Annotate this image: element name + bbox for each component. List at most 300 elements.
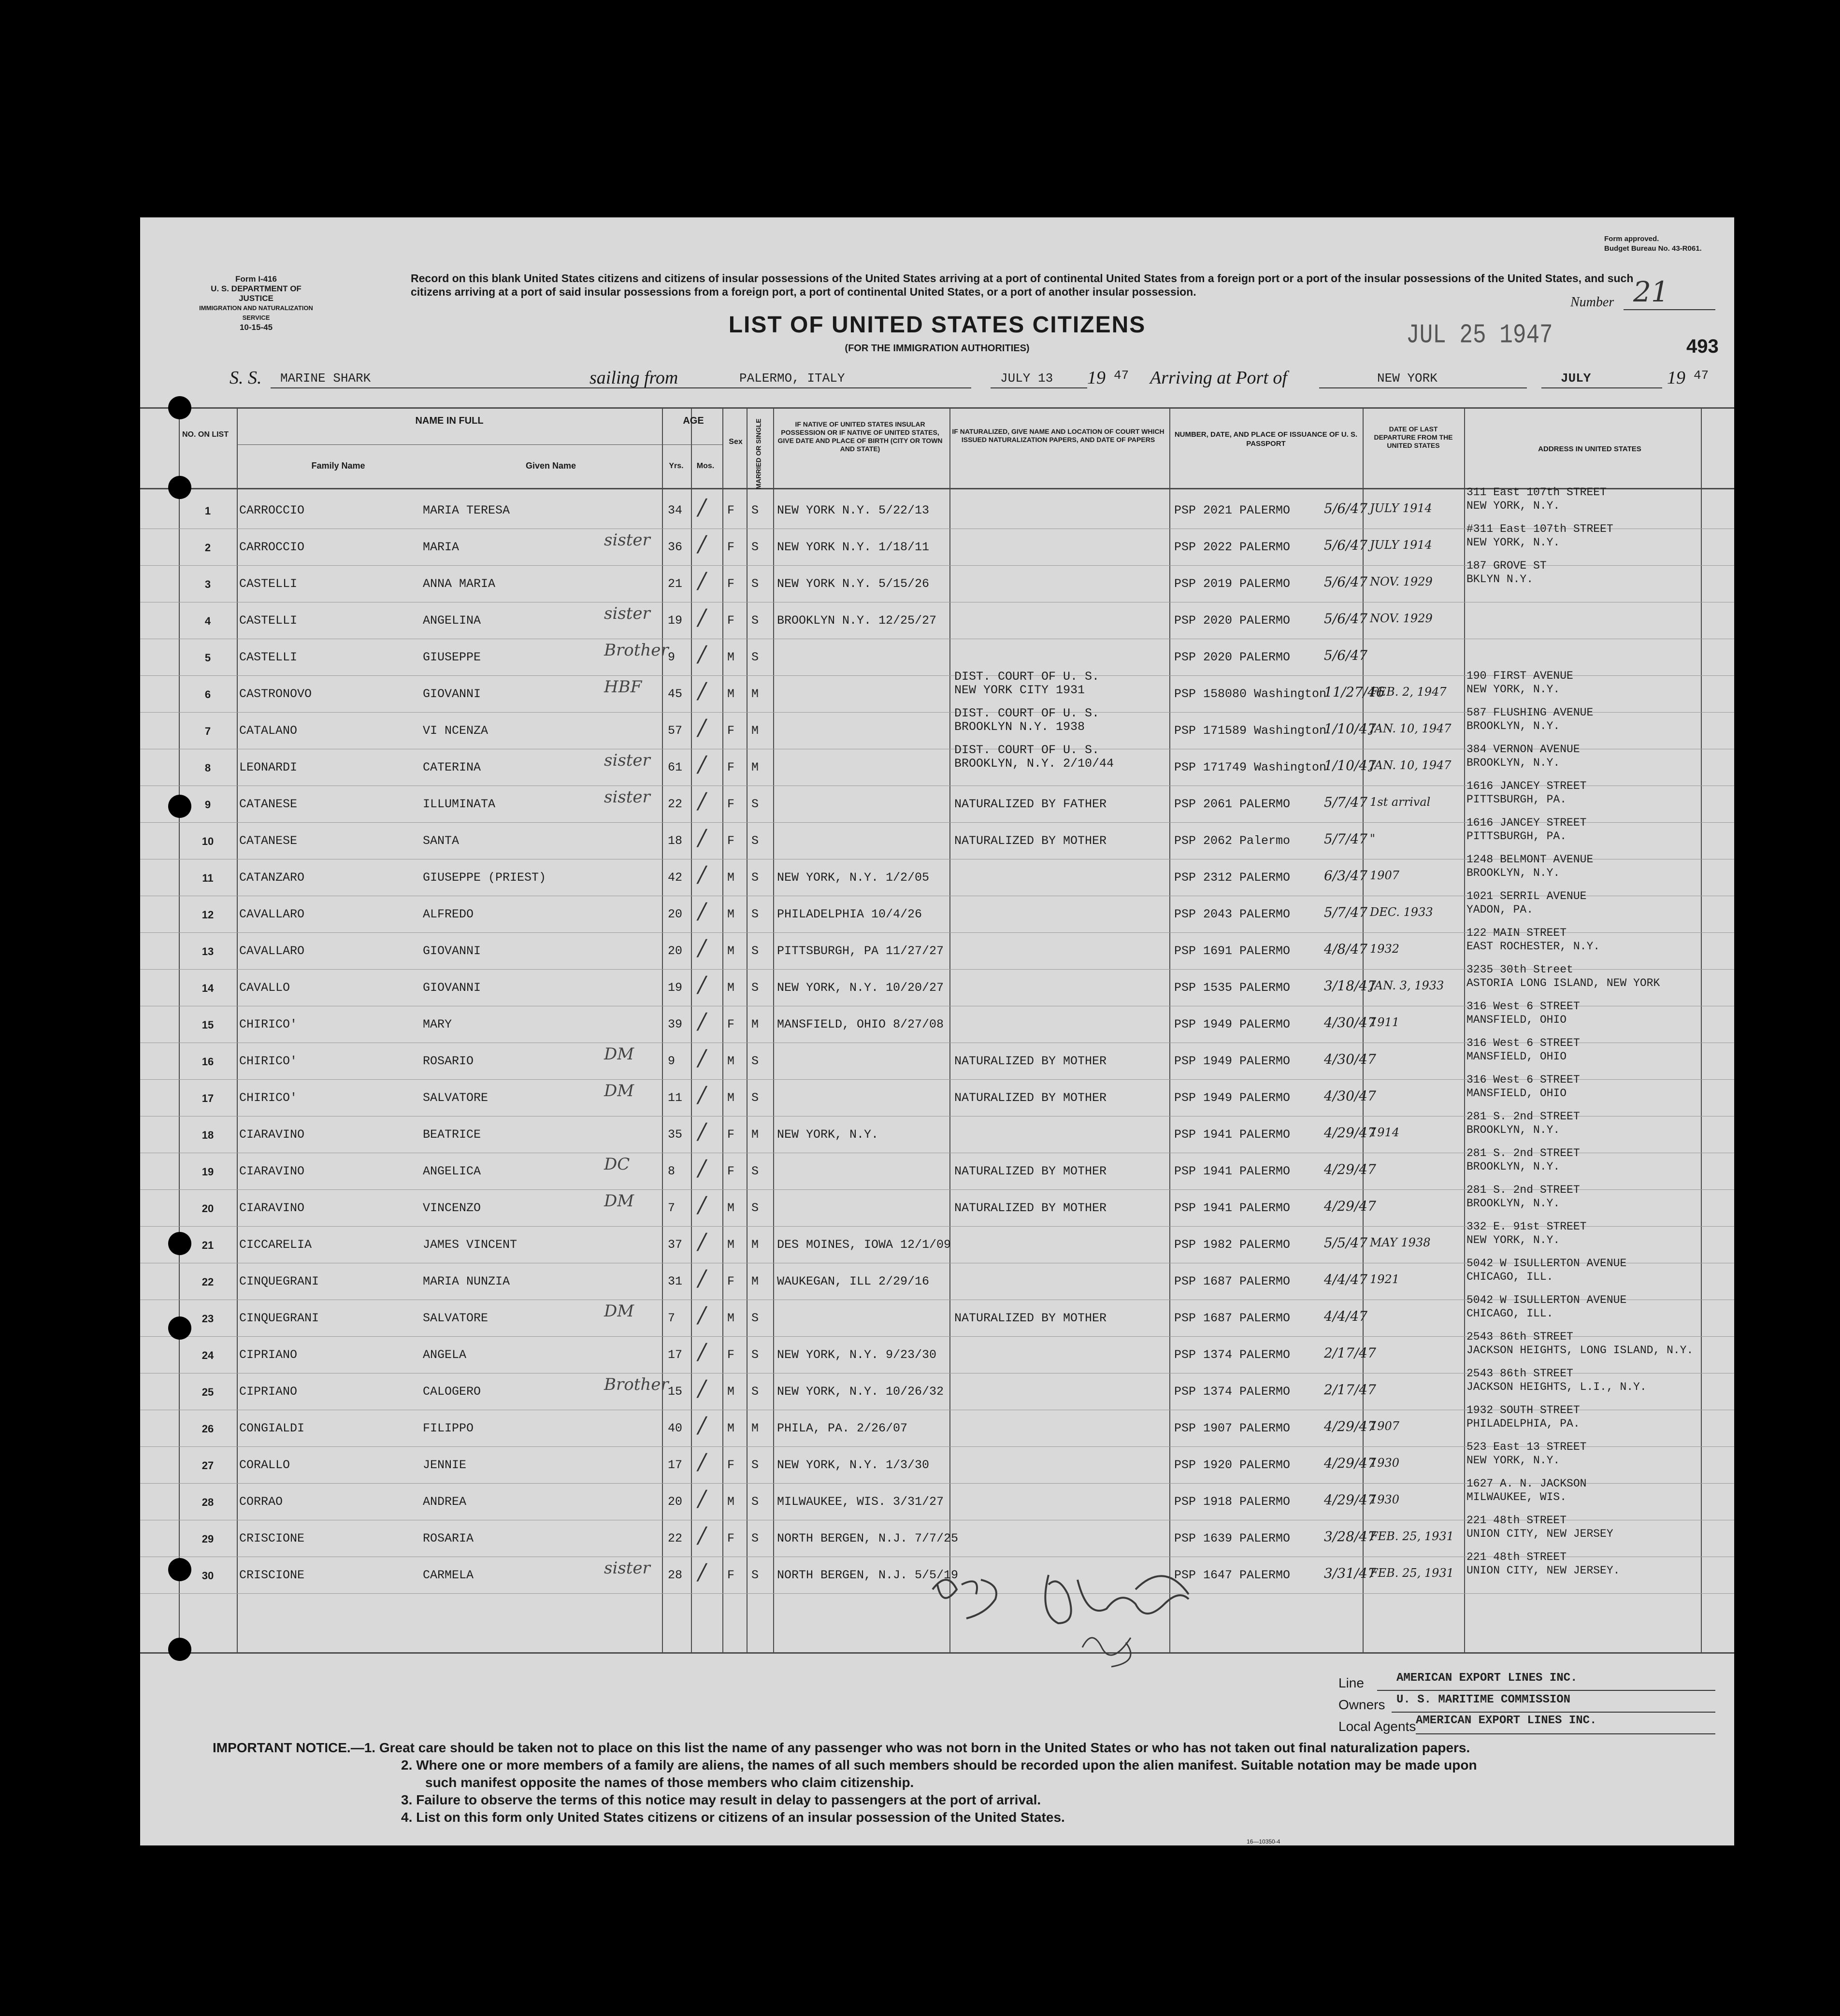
- family-name: CATANESE: [239, 834, 298, 848]
- passport-number: PSP 2021 PALERMO: [1174, 503, 1291, 517]
- sex: F: [727, 760, 735, 774]
- number-value: 21: [1633, 275, 1669, 308]
- row-number: 25: [201, 1386, 214, 1398]
- grid-column-line: [237, 408, 238, 1652]
- age-check-mark: /: [698, 1485, 706, 1511]
- address-line-2: UNION CITY, NEW JERSEY: [1466, 1528, 1613, 1540]
- passport-date: 3/31/47: [1324, 1565, 1376, 1581]
- marital-status: S: [751, 1385, 759, 1399]
- passport-date: 4/4/47: [1324, 1308, 1368, 1324]
- passport-date: 5/6/47: [1324, 574, 1368, 590]
- family-name: CARROCCIO: [239, 503, 305, 517]
- given-name: MARY: [423, 1017, 452, 1031]
- age-years: 19: [668, 614, 683, 628]
- page-number: 493: [1686, 336, 1719, 357]
- passport-number: PSP 2019 PALERMO: [1174, 577, 1291, 591]
- given-name: VI NCENZA: [423, 724, 489, 738]
- age-years: 35: [668, 1128, 683, 1142]
- passport-number: PSP 1374 PALERMO: [1174, 1348, 1291, 1362]
- marital-status: S: [751, 1054, 759, 1068]
- handwritten-note: Brother: [604, 641, 669, 660]
- row-number: 24: [201, 1349, 214, 1361]
- age-years: 20: [668, 907, 683, 921]
- page-title: LIST OF UNITED STATES CITIZENS: [728, 312, 1146, 338]
- passport-number: PSP 1647 PALERMO: [1174, 1568, 1291, 1582]
- passport-number: PSP 2022 PALERMO: [1174, 540, 1291, 554]
- naturalization-info: NATURALIZED BY MOTHER: [954, 1164, 1107, 1178]
- age-years: 22: [668, 1531, 683, 1545]
- address-line-2: MANSFIELD, OHIO: [1466, 1014, 1567, 1026]
- family-name: CHIRICO': [239, 1017, 298, 1031]
- sex: M: [727, 1238, 735, 1252]
- arrival-port: NEW YORK: [1377, 371, 1438, 386]
- marital-status: S: [751, 797, 759, 811]
- passport-date: 5/6/47: [1324, 611, 1368, 627]
- family-name: CASTELLI: [239, 614, 298, 628]
- sex: M: [727, 687, 735, 701]
- marital-status: S: [751, 871, 759, 885]
- naturalization-info: BROOKLYN N.Y. 1938: [954, 720, 1085, 734]
- address-line-1: 316 West 6 STREET: [1466, 1073, 1580, 1086]
- form-date: 10-15-45: [239, 323, 273, 332]
- address-line-2: BROOKLYN, N.Y.: [1466, 720, 1560, 732]
- birth-info: NORTH BERGEN, N.J. 7/7/25: [777, 1531, 959, 1545]
- row-number: 27: [201, 1459, 214, 1472]
- last-departure: 1914: [1370, 1126, 1400, 1139]
- given-name: SALVATORE: [423, 1091, 489, 1105]
- passport-date: 4/30/47: [1324, 1088, 1376, 1104]
- hdr-naturalized: IF NATURALIZED, GIVE NAME AND LOCATION OF COURT WHICH ISSUED NATURALIZATION PAPERS, AND DATE OF PAPERS: [952, 428, 1164, 443]
- address-line-1: #311 East 107th STREET: [1466, 523, 1613, 535]
- age-years: 36: [668, 540, 683, 554]
- row-number: 29: [201, 1533, 214, 1545]
- age-check-mark: /: [698, 1301, 706, 1328]
- sex: F: [727, 834, 735, 848]
- sailing-label: sailing from: [589, 368, 678, 388]
- row-number: 17: [201, 1092, 214, 1104]
- age-years: 17: [668, 1348, 683, 1362]
- age-check-mark: /: [698, 1558, 706, 1585]
- passport-number: PSP 1535 PALERMO: [1174, 981, 1291, 995]
- address-line-1: 5042 W ISULLERTON AVENUE: [1466, 1294, 1627, 1306]
- family-name: CARROCCIO: [239, 540, 305, 554]
- approval-text: Form approved.: [1604, 235, 1659, 243]
- address-line-1: 221 48th STREET: [1466, 1551, 1567, 1563]
- address-line-1: 5042 W ISULLERTON AVENUE: [1466, 1257, 1627, 1270]
- address-line-2: MANSFIELD, OHIO: [1466, 1050, 1567, 1063]
- birth-info: MILWAUKEE, WIS. 3/31/27: [777, 1495, 944, 1509]
- sex: F: [727, 614, 735, 628]
- age-check-mark: /: [698, 530, 706, 557]
- given-name: SALVATORE: [423, 1311, 489, 1325]
- sailing-date: JULY 13: [1000, 371, 1053, 386]
- sex: F: [727, 503, 735, 517]
- passport-number: PSP 171749 Washington: [1174, 760, 1327, 774]
- grid-column-line: [773, 408, 774, 1652]
- age-check-mark: /: [698, 1522, 706, 1548]
- hdr-married: MARRIED OR SINGLE: [754, 418, 762, 489]
- passport-number: PSP 1941 PALERMO: [1174, 1128, 1291, 1142]
- address-line-2: BROOKLYN, N.Y.: [1466, 1197, 1560, 1210]
- notice-head: IMPORTANT NOTICE.—1.: [213, 1740, 376, 1755]
- naturalization-info: NATURALIZED BY MOTHER: [954, 1054, 1107, 1068]
- age-years: 9: [668, 1054, 676, 1068]
- passport-date: 6/3/47: [1324, 868, 1368, 884]
- address-line-1: 221 48th STREET: [1466, 1514, 1567, 1527]
- address-line-2: NEW YORK, N.Y.: [1466, 1234, 1560, 1246]
- family-name: CATANZARO: [239, 871, 305, 885]
- punch-hole: [168, 1232, 191, 1255]
- last-departure: 1st arrival: [1370, 795, 1431, 809]
- sex: M: [727, 871, 735, 885]
- arrival-month: JULY: [1561, 371, 1591, 386]
- notice-2a: 2. Where one or more members of a family are aliens, the names of all such members should be recorded upon the alien manifest. Suitable notation may be made upon: [401, 1758, 1477, 1773]
- row-number: 1: [204, 505, 211, 517]
- sex: M: [727, 1201, 735, 1215]
- sex: F: [727, 1274, 735, 1288]
- age-check-mark: /: [698, 1008, 706, 1034]
- row-number: 19: [201, 1166, 214, 1178]
- address-line-1: 3235 30th Street: [1466, 963, 1573, 976]
- sex: M: [727, 650, 735, 664]
- address-line-1: 2543 86th STREET: [1466, 1330, 1573, 1343]
- age-check-mark: /: [698, 604, 706, 630]
- age-years: 15: [668, 1385, 683, 1399]
- address-line-2: BKLYN N.Y.: [1466, 573, 1534, 586]
- age-years: 61: [668, 760, 683, 774]
- year-prefix: 19: [1087, 368, 1106, 388]
- last-departure: JAN. 10, 1947: [1370, 758, 1452, 772]
- birth-info: WAUKEGAN, ILL 2/29/16: [777, 1274, 930, 1288]
- last-departure: 1921: [1370, 1273, 1400, 1286]
- age-check-mark: /: [698, 1155, 706, 1181]
- form-dept: U. S. DEPARTMENT OF JUSTICE: [211, 284, 302, 303]
- grid-column-line: [747, 408, 748, 1652]
- age-years: 31: [668, 1274, 683, 1288]
- passport-date: 5/6/47: [1324, 537, 1368, 553]
- passport-date: 4/29/47: [1324, 1455, 1376, 1471]
- handwritten-note: DM: [604, 1081, 634, 1101]
- age-check-mark: /: [698, 1265, 706, 1291]
- address-line-1: 587 FLUSHING AVENUE: [1466, 706, 1594, 719]
- hdr-family: Family Name: [311, 461, 365, 471]
- naturalization-info: NATURALIZED BY MOTHER: [954, 1091, 1107, 1105]
- grid-column-line: [1701, 408, 1702, 1652]
- punch-hole: [168, 1316, 191, 1340]
- handwritten-note: DC: [604, 1155, 630, 1174]
- arrival-year-prefix: 19: [1667, 368, 1685, 388]
- last-departure: JAN. 3, 1933: [1370, 979, 1444, 992]
- age-years: 34: [668, 503, 683, 517]
- birth-info: NEW YORK N.Y. 5/15/26: [777, 577, 930, 591]
- marital-status: S: [751, 1311, 759, 1325]
- passport-number: PSP 1691 PALERMO: [1174, 944, 1291, 958]
- marital-status: S: [751, 1568, 759, 1582]
- passport-date: 4/30/47: [1324, 1051, 1376, 1067]
- row-number: 4: [204, 615, 211, 627]
- marital-status: S: [751, 1164, 759, 1178]
- row-number: 8: [204, 762, 211, 774]
- marital-status: M: [751, 724, 759, 738]
- passport-date: 3/18/47: [1324, 978, 1376, 994]
- family-name: CIPRIANO: [239, 1348, 298, 1362]
- row-number: 22: [201, 1276, 214, 1288]
- age-check-mark: /: [698, 1375, 706, 1401]
- notice-3: 3. Failure to observe the terms of this notice may result in delay to passengers at the port of arrival.: [401, 1792, 1041, 1807]
- address-line-1: 2543 86th STREET: [1466, 1367, 1573, 1380]
- address-line-1: 311 East 107th STREET: [1466, 486, 1607, 499]
- last-departure: NOV. 1929: [1370, 575, 1433, 588]
- hdr-birth: IF NATIVE OF UNITED STATES INSULAR POSSESSION OR IF NATIVE OF UNITED STATES, GIVE DATE AND PLACE OF BIRTH (CITY OR TOWN AND STATE): [777, 420, 943, 453]
- marital-status: M: [751, 1274, 759, 1288]
- age-check-mark: /: [698, 641, 706, 667]
- passport-number: PSP 1949 PALERMO: [1174, 1054, 1291, 1068]
- age-check-mark: /: [698, 898, 706, 924]
- family-name: CRISCIONE: [239, 1568, 305, 1582]
- address-line-1: 1021 SERRIL AVENUE: [1466, 890, 1587, 902]
- sex: F: [727, 1348, 735, 1362]
- signature: [923, 1560, 1358, 1672]
- given-name: ROSARIO: [423, 1054, 474, 1068]
- row-number: 5: [204, 652, 211, 664]
- passport-number: PSP 2020 PALERMO: [1174, 650, 1291, 664]
- given-name: MARIA TERESA: [423, 503, 510, 517]
- naturalization-info: NATURALIZED BY MOTHER: [954, 1201, 1107, 1215]
- birth-info: NEW YORK N.Y. 1/18/11: [777, 540, 930, 554]
- age-years: 42: [668, 871, 683, 885]
- marital-status: S: [751, 577, 759, 591]
- notice-1: Great care should be taken not to place on this list the name of any passenger who was not born in the United States or who has not taken out final naturalization papers.: [379, 1740, 1470, 1755]
- age-check-mark: /: [698, 494, 706, 520]
- address-line-2: CHICAGO, ILL.: [1466, 1307, 1553, 1320]
- address-line-2: BROOKLYN, N.Y.: [1466, 1160, 1560, 1173]
- given-name: BEATRICE: [423, 1128, 481, 1142]
- passport-date: 4/4/47: [1324, 1272, 1368, 1287]
- given-name: GIUSEPPE (PRIEST): [423, 871, 546, 885]
- marital-status: S: [751, 907, 759, 921]
- handwritten-note: sister: [604, 530, 650, 550]
- passport-number: PSP 1907 PALERMO: [1174, 1421, 1291, 1435]
- age-years: 22: [668, 797, 683, 811]
- sex: F: [727, 797, 735, 811]
- given-name: GIOVANNI: [423, 981, 481, 995]
- passport-date: 4/29/47: [1324, 1161, 1376, 1177]
- age-check-mark: /: [698, 677, 706, 703]
- passport-number: PSP 2043 PALERMO: [1174, 907, 1291, 921]
- intro-text: Record on this blank United States citizens and citizens of insular possessions of the United States arriving at a port of continental United States from a foreign port or a port of the insular possessions of the United States, and such citizens arriving at a port of said insular possessions from a foreign port, a port of continental United States, or a port of another insular possession.: [411, 272, 1634, 298]
- arrival-year: 47: [1694, 368, 1709, 383]
- row-number: 9: [204, 799, 211, 811]
- grid-column-line: [179, 408, 180, 1652]
- marital-status: M: [751, 687, 759, 701]
- passport-date: 4/8/47: [1324, 941, 1368, 957]
- address-line-2: BROOKLYN, N.Y.: [1466, 757, 1560, 769]
- age-years: 20: [668, 944, 683, 958]
- address-line-1: 187 GROVE ST: [1466, 559, 1547, 572]
- address-line-2: MILWAUKEE, WIS.: [1466, 1491, 1567, 1503]
- family-name: CIARAVINO: [239, 1201, 305, 1215]
- passport-number: PSP 1687 PALERMO: [1174, 1311, 1291, 1325]
- age-years: 17: [668, 1458, 683, 1472]
- passport-date: 5/5/47: [1324, 1235, 1368, 1251]
- passport-date: 1/10/47: [1324, 721, 1376, 737]
- hdr-age: AGE: [683, 415, 704, 426]
- naturalization-info: DIST. COURT OF U. S.: [954, 706, 1100, 720]
- address-line-1: 316 West 6 STREET: [1466, 1000, 1580, 1013]
- age-years: 39: [668, 1017, 683, 1031]
- birth-info: NEW YORK N.Y. 5/22/13: [777, 503, 930, 517]
- page-subtitle: (FOR THE IMMIGRATION AUTHORITIES): [845, 343, 1030, 354]
- address-line-2: PHILADELPHIA, PA.: [1466, 1417, 1580, 1430]
- last-departure: JULY 1914: [1370, 538, 1432, 552]
- naturalization-info: NEW YORK CITY 1931: [954, 683, 1085, 697]
- address-line-2: UNION CITY, NEW JERSEY.: [1466, 1564, 1620, 1577]
- passport-date: 4/29/47: [1324, 1198, 1376, 1214]
- handwritten-note: sister: [604, 787, 650, 807]
- grid-column-line: [1169, 408, 1170, 1652]
- age-check-mark: /: [698, 934, 706, 960]
- family-name: CIARAVINO: [239, 1164, 305, 1178]
- birth-info: NEW YORK, N.Y. 10/20/27: [777, 981, 944, 995]
- marital-status: S: [751, 1201, 759, 1215]
- marital-status: S: [751, 1091, 759, 1105]
- marital-status: S: [751, 503, 759, 517]
- marital-status: S: [751, 1458, 759, 1472]
- grid-column-line: [662, 408, 663, 1652]
- punch-hole: [168, 795, 191, 818]
- punch-hole: [168, 476, 191, 499]
- passport-date: 3/28/47: [1324, 1529, 1376, 1544]
- important-notice: [213, 1739, 1711, 1826]
- row-number: 28: [201, 1496, 214, 1508]
- given-name: ANDREA: [423, 1495, 467, 1509]
- row-number: 30: [201, 1570, 214, 1582]
- sex: F: [727, 724, 735, 738]
- family-name: CASTELLI: [239, 577, 298, 591]
- passport-date: 11/27/46: [1324, 684, 1385, 700]
- last-departure: FEB. 25, 1931: [1370, 1530, 1454, 1543]
- sex: M: [727, 1054, 735, 1068]
- marital-status: S: [751, 614, 759, 628]
- age-years: 7: [668, 1311, 676, 1325]
- address-line-1: 523 East 13 STREET: [1466, 1441, 1587, 1453]
- passport-date: 5/7/47: [1324, 831, 1368, 847]
- hdr-passport: NUMBER, DATE, AND PLACE OF ISSUANCE OF U. S. PASSPORT: [1174, 430, 1358, 448]
- age-years: 18: [668, 834, 683, 848]
- marital-status: M: [751, 1128, 759, 1142]
- handwritten-note: DM: [604, 1301, 634, 1321]
- sex: M: [727, 981, 735, 995]
- address-line-1: 316 West 6 STREET: [1466, 1037, 1580, 1049]
- family-name: CAVALLARO: [239, 944, 305, 958]
- naturalization-info: DIST. COURT OF U. S.: [954, 743, 1100, 757]
- family-name: CIARAVINO: [239, 1128, 305, 1142]
- last-departure: FEB. 2, 1947: [1370, 685, 1447, 699]
- address-line-2: NEW YORK, N.Y.: [1466, 500, 1560, 512]
- age-check-mark: /: [698, 1081, 706, 1107]
- row-number: 12: [201, 909, 214, 921]
- passport-number: PSP 1949 PALERMO: [1174, 1091, 1291, 1105]
- address-line-2: NEW YORK, N.Y.: [1466, 683, 1560, 696]
- family-name: CINQUEGRANI: [239, 1311, 319, 1325]
- hdr-sex: Sex: [729, 438, 743, 446]
- age-years: 37: [668, 1238, 683, 1252]
- line-value: AMERICAN EXPORT LINES INC.: [1396, 1672, 1578, 1685]
- passport-number: PSP 2312 PALERMO: [1174, 871, 1291, 885]
- marital-status: S: [751, 981, 759, 995]
- birth-info: PHILA, PA. 2/26/07: [777, 1421, 908, 1435]
- family-name: CHIRICO': [239, 1091, 298, 1105]
- row-number: 15: [201, 1019, 214, 1031]
- ss-label: S. S.: [230, 368, 262, 388]
- last-departure: JULY 1914: [1370, 501, 1432, 515]
- sex: M: [727, 1385, 735, 1399]
- birth-info: NEW YORK, N.Y. 10/26/32: [777, 1385, 944, 1399]
- passport-number: PSP 1941 PALERMO: [1174, 1201, 1291, 1215]
- row-number: 14: [201, 982, 214, 994]
- hdr-mos: Mos.: [696, 462, 715, 470]
- age-check-mark: /: [698, 751, 706, 777]
- marital-status: S: [751, 650, 759, 664]
- last-departure: 1930: [1370, 1493, 1400, 1506]
- passport-number: PSP 1982 PALERMO: [1174, 1238, 1291, 1252]
- passport-number: PSP 1949 PALERMO: [1174, 1017, 1291, 1031]
- given-name: CARMELA: [423, 1568, 474, 1582]
- address-line-2: JACKSON HEIGHTS, L.I., N.Y.: [1466, 1381, 1647, 1393]
- given-name: ANGELINA: [423, 614, 481, 628]
- grid-column-line: [949, 408, 950, 1652]
- address-line-1: 332 E. 91st STREET: [1466, 1220, 1587, 1233]
- age-check-mark: /: [698, 824, 706, 850]
- given-name: SANTA: [423, 834, 460, 848]
- grid-column-line: [691, 408, 692, 1652]
- sailing-year: 47: [1114, 368, 1129, 383]
- birth-info: MANSFIELD, OHIO 8/27/08: [777, 1017, 944, 1031]
- owners-label: Owners: [1338, 1697, 1385, 1712]
- marital-status: S: [751, 1531, 759, 1545]
- row-number: 7: [204, 725, 211, 737]
- passport-number: PSP 2061 PALERMO: [1174, 797, 1291, 811]
- handwritten-note: sister: [604, 1558, 650, 1578]
- line-label: Line: [1338, 1675, 1364, 1690]
- address-line-2: PITTSBURGH, PA.: [1466, 830, 1567, 843]
- address-line-1: 1248 BELMONT AVENUE: [1466, 853, 1594, 866]
- passport-number: PSP 1639 PALERMO: [1174, 1531, 1291, 1545]
- given-name: FILIPPO: [423, 1421, 474, 1435]
- sex: M: [727, 944, 735, 958]
- given-name: MARIA NUNZIA: [423, 1274, 510, 1288]
- sex: F: [727, 577, 735, 591]
- marital-status: S: [751, 540, 759, 554]
- passport-date: 1/10/47: [1324, 758, 1376, 773]
- passport-date: 4/29/47: [1324, 1418, 1376, 1434]
- passport-date: 4/30/47: [1324, 1015, 1376, 1030]
- last-departure: 1930: [1370, 1456, 1400, 1470]
- marital-status: S: [751, 944, 759, 958]
- family-name: CICCARELIA: [239, 1238, 312, 1252]
- passport-number: PSP 1920 PALERMO: [1174, 1458, 1291, 1472]
- passport-date: 5/7/47: [1324, 904, 1368, 920]
- birth-info: PITTSBURGH, PA 11/27/27: [777, 944, 944, 958]
- address-line-2: ASTORIA LONG ISLAND, NEW YORK: [1466, 977, 1660, 989]
- address-line-2: CHICAGO, ILL.: [1466, 1271, 1553, 1283]
- row-number: 2: [204, 542, 211, 554]
- address-line-1: 190 FIRST AVENUE: [1466, 670, 1573, 682]
- address-line-2: NEW YORK, N.Y.: [1466, 1454, 1560, 1467]
- last-departure: 1932: [1370, 942, 1400, 956]
- row-number: 3: [204, 578, 211, 590]
- address-line-2: NEW YORK, N.Y.: [1466, 536, 1560, 549]
